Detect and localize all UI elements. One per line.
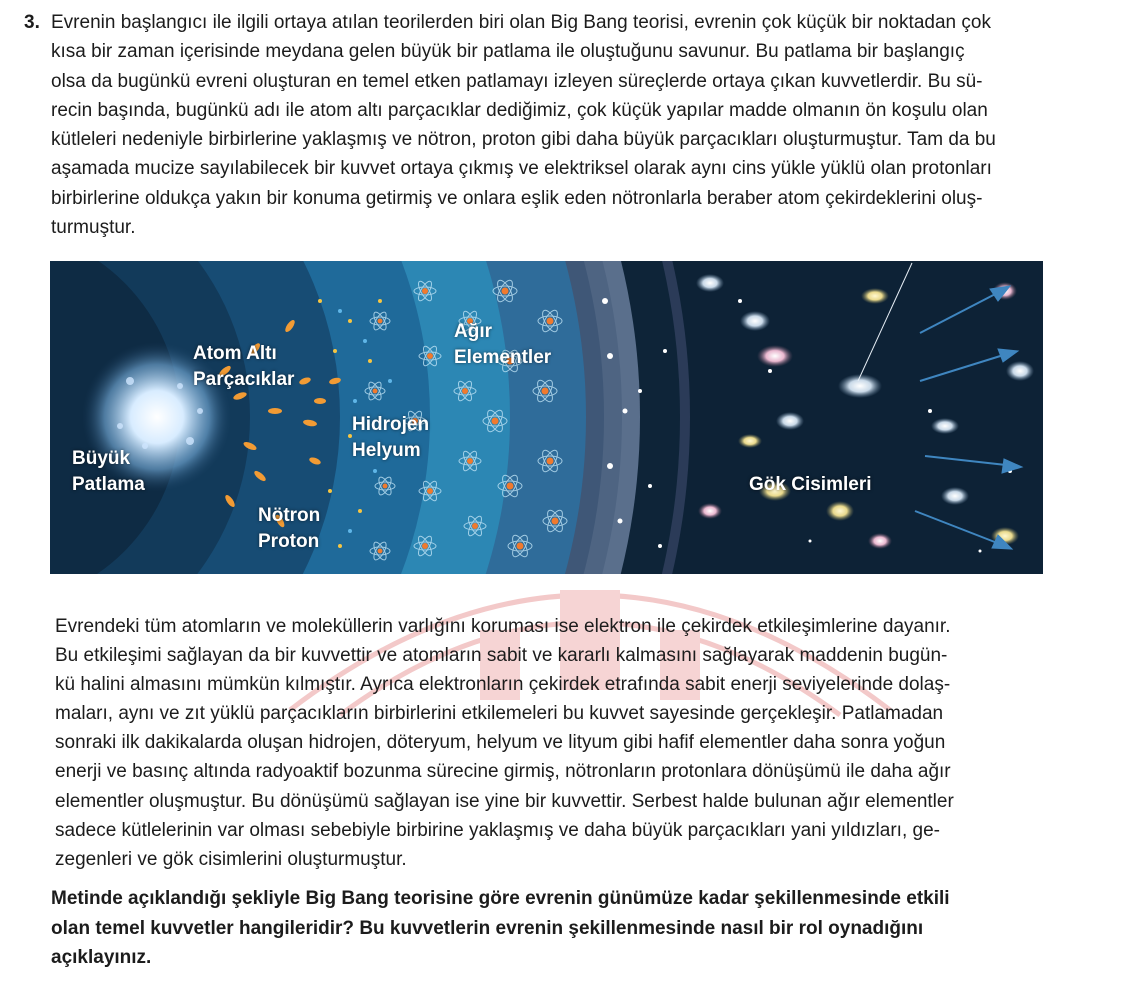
question-prompt <box>51 884 1041 973</box>
text-line: recin başında, bugünkü adı ile atom altı parçacıklar dediğimiz, çok küçük yapılar madde olmanın ön koşulu olan <box>51 99 988 121</box>
text-line: Evrenin başlangıcı ile ilgili ortaya atılan teorilerden biri olan Big Bang teorisi, evrenin çok küçük bir noktadan çok <box>51 12 991 33</box>
label-hydrogen-helium <box>352 412 429 464</box>
label-line: Büyük <box>72 448 131 469</box>
text-line: kütleleri nedeniyle birbirlerine yaklaşmış ve nötron, proton gibi daha büyük parçacıkları oluşturmuştur. Tam da bu <box>51 129 996 151</box>
text-line: kısa bir zaman içerisinde meydana gelen büyük bir patlama ile oluştuğunu savunur. Bu patlama bir başlangıç <box>51 41 965 63</box>
text-line: sonraki ilk dakikalarda oluşan hidrojen, döteryum, helyum ve lityum gibi hafif elementler daha sonra yoğun <box>55 732 946 754</box>
text-line: elementler oluşmuştur. Bu dönüşümü sağlayan ise yine bir kuvvettir. Serbest halde bulunan ağır elementler <box>55 790 954 812</box>
text-line: kü halini almasını mümkün kılmıştır. Ayrıca elektronların çekirdek etrafında sabit enerji seviyelerinde dolaş- <box>55 674 951 696</box>
text-line: turmuştur. <box>51 217 136 239</box>
text-line: aşamada mucize sayılabilecek bir kuvvet ortaya çıkmış ve elektriksel olarak aynı cins yükle yüklü olan protonları <box>51 158 992 180</box>
label-line: Patlama <box>72 474 145 495</box>
label-line: Nötron <box>258 505 321 526</box>
text-line: olsa da bugünkü evreni oluşturan en temel etken patlamayı izleyen süreçlerde ortaya çıkan kuvvetlerdir. Bu sü- <box>51 70 983 92</box>
text-line: Bu etkileşimi sağlayan da bir kuvvettir ve atomların sabit ve kararlı kalmasını sağlayarak maddenin bugün- <box>55 645 948 667</box>
text-line: sadece kütlelerinin var olması sebebiyle birbirine yaklaşmış ve daha büyük parçacıkları yani yıldızları, ge- <box>55 819 940 841</box>
text-line: maları, aynı ve zıt yüklü parçacıkların birbirlerini etkilemeleri bu kuvvet sayesinde gerçekleşir. Patlamadan <box>55 703 944 725</box>
label-line: Parçacıklar <box>193 369 295 390</box>
label-line: Hidrojen <box>352 414 430 435</box>
label-line: Elementler <box>454 347 552 368</box>
text-line: enerji ve basınç altında radyoaktif bozunma sürecine girmiş, nötronların protonlara dönüşümü ile daha ağır <box>55 761 951 783</box>
big-bang-figure <box>50 261 1043 574</box>
label-line: Helyum <box>352 440 421 461</box>
text-line: Metinde açıklandığı şekliyle Big Bang teorisine göre evrenin günümüze kadar şekillenmesinde etkili <box>51 888 950 909</box>
body-paragraph <box>55 612 1045 874</box>
big-bang-illustration <box>50 261 1043 574</box>
label-heavy-elements <box>454 319 551 371</box>
label-line: Atom Altı <box>193 343 277 364</box>
label-celestial-bodies: Gök Cisimleri <box>749 474 872 495</box>
text-line: zegenleri ve gök cisimlerini oluşturmuştur. <box>55 848 407 870</box>
text-line: açıklayınız. <box>51 947 152 968</box>
question-number: 3. <box>24 12 40 33</box>
label-neutron-proton <box>258 503 320 555</box>
label-subatomic-particles <box>193 341 294 393</box>
text-line: birbirlerine oldukça yakın bir konuma getirmiş ve onlara eşlik eden nötronlarla beraber atom çekirdeklerini oluş- <box>51 187 983 209</box>
text-line: olan temel kuvvetler hangileridir? Bu kuvvetlerin evrenin şekillenmesinde nasıl bir rol oynadığını <box>51 917 924 939</box>
text-line: Evrendeki tüm atomların ve moleküllerin varlığını koruması ise elektron ile çekirdek etkileşimlerine dayanır. <box>55 616 951 637</box>
label-line: Ağır <box>454 321 492 342</box>
intro-paragraph <box>51 8 1051 242</box>
label-big-bang <box>72 446 145 498</box>
label-line: Proton <box>258 531 320 552</box>
